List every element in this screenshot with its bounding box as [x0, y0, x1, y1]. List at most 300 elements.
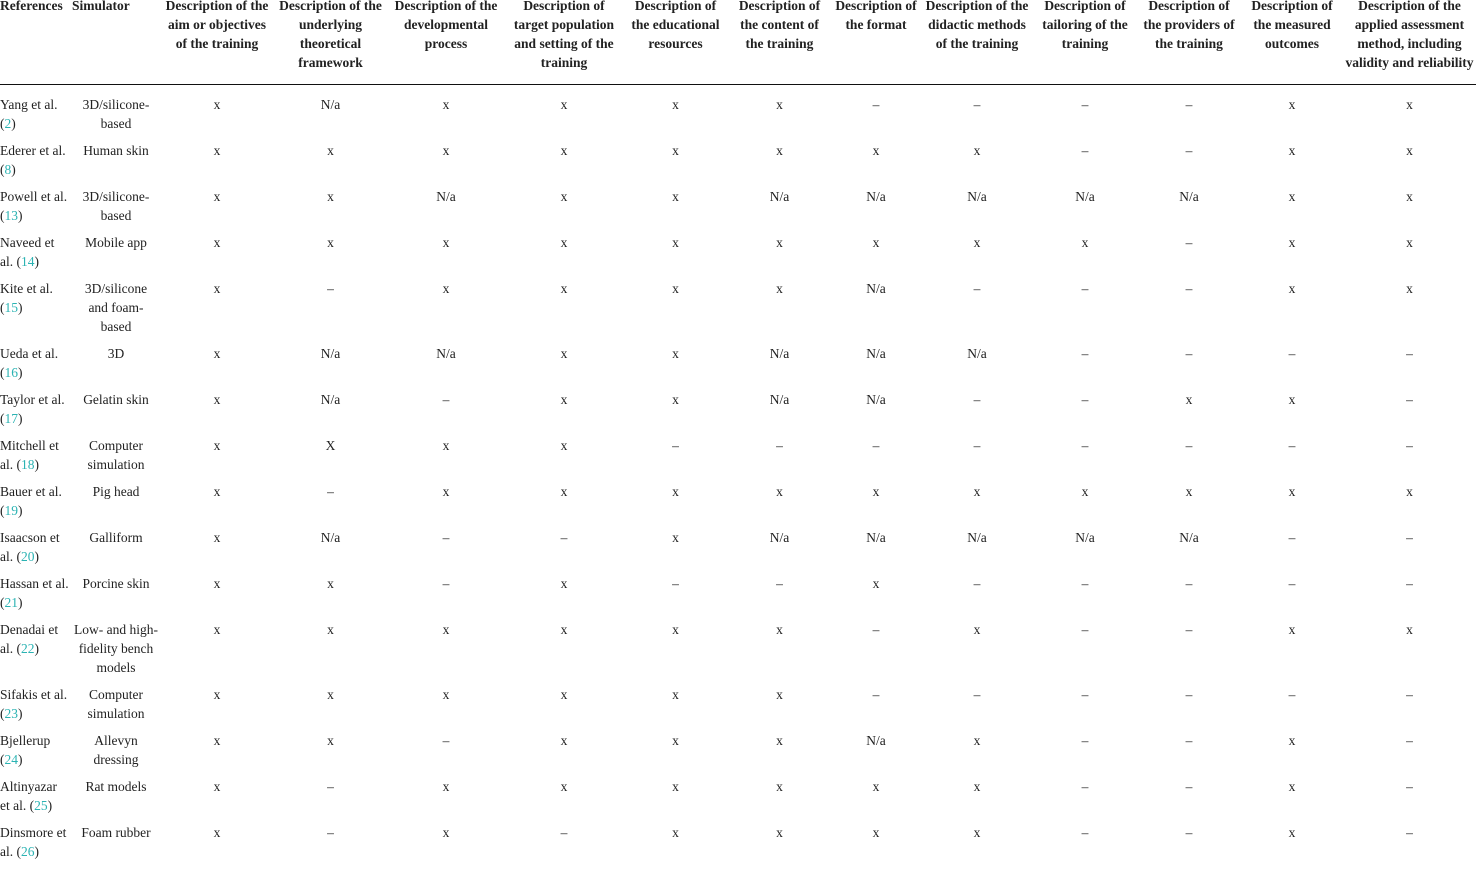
criterion-cell: x — [505, 390, 623, 436]
criterion-cell: x — [274, 574, 387, 620]
table-row — [0, 777, 1476, 823]
criterion-cell: – — [831, 436, 921, 482]
criterion-cell: – — [1343, 344, 1476, 390]
simulator-cell: Allevyn dressing — [72, 731, 160, 777]
reference-cell — [0, 233, 72, 279]
criterion-cell: x — [831, 141, 921, 187]
criterion-cell: – — [1033, 823, 1137, 869]
criterion-cell: – — [728, 574, 831, 620]
reference-close-paren: ) — [35, 457, 40, 472]
reference-open-paren: ( — [0, 208, 5, 223]
reference-authors: Altinyazar et al. — [0, 779, 57, 813]
reference-open-paren: ( — [17, 844, 22, 859]
citation-link[interactable]: 22 — [21, 641, 35, 656]
spacer-row — [0, 85, 1476, 96]
criterion-cell: x — [728, 482, 831, 528]
criterion-cell: N/a — [921, 187, 1033, 233]
reference-authors: Powell et al. — [0, 189, 67, 204]
criterion-cell: x — [1033, 233, 1137, 279]
criterion-cell: x — [921, 777, 1033, 823]
criterion-cell: x — [623, 482, 728, 528]
criterion-cell: – — [921, 574, 1033, 620]
criterion-cell: N/a — [831, 344, 921, 390]
criterion-cell: – — [728, 436, 831, 482]
criterion-cell: – — [387, 731, 505, 777]
criterion-cell: N/a — [1137, 187, 1241, 233]
criterion-cell: – — [1241, 685, 1343, 731]
simulator-cell: Computer simulation — [72, 685, 160, 731]
column-header-aim: Description of the aim or objectives of the training — [160, 0, 274, 85]
column-header-tailoring: Description of tailoring of the training — [1033, 0, 1137, 85]
simulator-cell: Pig head — [72, 482, 160, 528]
criterion-cell: – — [831, 620, 921, 685]
reference-cell — [0, 574, 72, 620]
criterion-cell: x — [831, 777, 921, 823]
simulator-cell: Rat models — [72, 777, 160, 823]
criterion-cell: x — [160, 344, 274, 390]
criterion-cell: X — [274, 436, 387, 482]
criterion-cell: – — [1343, 528, 1476, 574]
criterion-cell: x — [160, 390, 274, 436]
criterion-cell: x — [505, 574, 623, 620]
criterion-cell: – — [921, 436, 1033, 482]
criterion-cell: N/a — [831, 731, 921, 777]
criterion-cell: x — [1343, 620, 1476, 685]
citation-link[interactable]: 17 — [5, 411, 19, 426]
criterion-cell: – — [921, 685, 1033, 731]
reference-close-paren: ) — [18, 706, 23, 721]
reference-open-paren: ( — [17, 457, 22, 472]
criterion-cell: x — [1343, 482, 1476, 528]
criterion-cell: N/a — [387, 344, 505, 390]
criterion-cell: x — [728, 95, 831, 141]
criterion-cell: x — [623, 528, 728, 574]
criterion-cell: x — [505, 95, 623, 141]
criterion-cell: x — [505, 279, 623, 344]
criterion-cell: N/a — [274, 390, 387, 436]
reference-close-paren: ) — [18, 411, 23, 426]
simulator-cell: Mobile app — [72, 233, 160, 279]
citation-link[interactable]: 18 — [21, 457, 35, 472]
criterion-cell: x — [1241, 233, 1343, 279]
criterion-cell: x — [274, 620, 387, 685]
reference-authors: Hassan et al. — [0, 576, 69, 591]
reference-close-paren: ) — [11, 162, 16, 177]
reference-cell — [0, 95, 72, 141]
criterion-cell: x — [1241, 279, 1343, 344]
criterion-cell: x — [505, 141, 623, 187]
criterion-cell: x — [1241, 823, 1343, 869]
criterion-cell: x — [160, 279, 274, 344]
criterion-cell: x — [160, 574, 274, 620]
criterion-cell: x — [160, 141, 274, 187]
reference-authors: Mitchell et al. — [0, 438, 59, 472]
simulator-cell: Gelatin skin — [72, 390, 160, 436]
criterion-cell: x — [623, 279, 728, 344]
criterion-cell: x — [505, 436, 623, 482]
reference-authors: Dinsmore et al. — [0, 825, 66, 859]
reference-cell — [0, 141, 72, 187]
criterion-cell: – — [1343, 731, 1476, 777]
criterion-cell: – — [387, 528, 505, 574]
reference-authors: Ederer et al. — [0, 143, 66, 158]
reference-close-paren: ) — [18, 752, 23, 767]
criterion-cell: x — [387, 279, 505, 344]
criterion-cell: – — [1137, 777, 1241, 823]
criterion-cell: x — [505, 731, 623, 777]
reference-open-paren: ( — [0, 411, 5, 426]
criterion-cell: x — [1241, 482, 1343, 528]
criterion-cell: – — [1137, 344, 1241, 390]
criterion-cell: x — [505, 482, 623, 528]
reference-cell — [0, 823, 72, 869]
reference-open-paren: ( — [0, 752, 5, 767]
criterion-cell: x — [160, 233, 274, 279]
criterion-cell: – — [921, 95, 1033, 141]
criterion-cell: x — [505, 187, 623, 233]
criterion-cell: – — [1033, 685, 1137, 731]
criterion-cell: x — [160, 620, 274, 685]
reference-close-paren: ) — [18, 300, 23, 315]
reference-open-paren: ( — [0, 706, 5, 721]
criterion-cell: – — [1241, 528, 1343, 574]
criterion-cell: x — [1343, 141, 1476, 187]
criterion-cell: x — [160, 685, 274, 731]
criterion-cell: x — [387, 685, 505, 731]
criterion-cell: x — [1241, 95, 1343, 141]
table-row — [0, 528, 1476, 574]
criterion-cell: x — [274, 731, 387, 777]
criterion-cell: x — [728, 777, 831, 823]
criterion-cell: x — [1033, 482, 1137, 528]
citation-link[interactable]: 13 — [5, 208, 19, 223]
criterion-cell: x — [387, 823, 505, 869]
criterion-cell: x — [1343, 95, 1476, 141]
criterion-cell: x — [160, 187, 274, 233]
reference-cell — [0, 731, 72, 777]
table-row — [0, 620, 1476, 685]
criterion-cell: x — [1137, 390, 1241, 436]
table-row — [0, 685, 1476, 731]
criterion-cell: – — [831, 685, 921, 731]
criterion-cell: N/a — [921, 344, 1033, 390]
reference-cell — [0, 482, 72, 528]
criterion-cell: x — [1241, 777, 1343, 823]
simulator-cell: 3D — [72, 344, 160, 390]
reference-open-paren: ( — [0, 162, 5, 177]
criterion-cell: N/a — [921, 528, 1033, 574]
criterion-cell: x — [831, 482, 921, 528]
criterion-cell: x — [623, 823, 728, 869]
criterion-cell: N/a — [1033, 528, 1137, 574]
reference-authors: Isaacson et al. — [0, 530, 60, 564]
criterion-cell: – — [921, 279, 1033, 344]
table-row — [0, 436, 1476, 482]
criterion-cell: – — [1033, 436, 1137, 482]
reference-authors: Denadai et al. — [0, 622, 58, 656]
column-header-framework: Description of the underlying theoretical framework — [274, 0, 387, 85]
criterion-cell: x — [1241, 620, 1343, 685]
criterion-cell: – — [1343, 390, 1476, 436]
table-row — [0, 823, 1476, 869]
reference-close-paren: ) — [18, 595, 23, 610]
criterion-cell: – — [274, 823, 387, 869]
criterion-cell: x — [1343, 279, 1476, 344]
criterion-cell: x — [728, 731, 831, 777]
criterion-cell: – — [387, 574, 505, 620]
citation-link[interactable]: 15 — [5, 300, 19, 315]
reference-cell — [0, 187, 72, 233]
criterion-cell: x — [831, 823, 921, 869]
criterion-cell: x — [728, 141, 831, 187]
table-row — [0, 574, 1476, 620]
criterion-cell: N/a — [831, 187, 921, 233]
criterion-cell: N/a — [274, 95, 387, 141]
criterion-cell: – — [1033, 731, 1137, 777]
criterion-cell: – — [623, 436, 728, 482]
criterion-cell: x — [921, 233, 1033, 279]
reference-authors: Sifakis et al. — [0, 687, 67, 702]
criterion-cell: x — [274, 233, 387, 279]
citation-link[interactable]: 14 — [21, 254, 35, 269]
criterion-cell: x — [387, 233, 505, 279]
criterion-cell: x — [274, 141, 387, 187]
criterion-cell: – — [1033, 390, 1137, 436]
column-header-format: Description of the format — [831, 0, 921, 85]
reference-cell — [0, 279, 72, 344]
reference-open-paren: ( — [17, 254, 22, 269]
criterion-cell: x — [1343, 233, 1476, 279]
criterion-cell: – — [1137, 685, 1241, 731]
criterion-cell: x — [160, 95, 274, 141]
reference-open-paren: ( — [0, 595, 5, 610]
reference-authors: Yang et al. — [0, 97, 58, 112]
criterion-cell: x — [921, 731, 1033, 777]
simulator-cell: Foam rubber — [72, 823, 160, 869]
criterion-cell: x — [623, 731, 728, 777]
criterion-cell: x — [1241, 390, 1343, 436]
column-header-didactic: Description of the didactic methods of the training — [921, 0, 1033, 85]
column-header-providers: Description of the providers of the training — [1137, 0, 1241, 85]
citation-link[interactable]: 23 — [5, 706, 19, 721]
criterion-cell: x — [1241, 731, 1343, 777]
criterion-cell: – — [1241, 344, 1343, 390]
criterion-cell: – — [1241, 574, 1343, 620]
table-row — [0, 95, 1476, 141]
table-row — [0, 390, 1476, 436]
criterion-cell: x — [623, 344, 728, 390]
reference-cell — [0, 436, 72, 482]
criterion-cell: – — [505, 823, 623, 869]
criterion-cell: x — [387, 436, 505, 482]
criterion-cell: – — [1033, 141, 1137, 187]
column-header-population: Description of target population and setting of the training — [505, 0, 623, 85]
citation-link[interactable]: 19 — [5, 503, 19, 518]
column-header-outcomes: Description of the measured outcomes — [1241, 0, 1343, 85]
criterion-cell: x — [387, 95, 505, 141]
criterion-cell: x — [160, 436, 274, 482]
criterion-cell: – — [1137, 141, 1241, 187]
reference-authors: Bjellerup — [0, 733, 50, 748]
criterion-cell: – — [1137, 620, 1241, 685]
reference-close-paren: ) — [35, 254, 40, 269]
table-row — [0, 482, 1476, 528]
criterion-cell: N/a — [831, 279, 921, 344]
criterion-cell: x — [1137, 482, 1241, 528]
criterion-cell: x — [921, 482, 1033, 528]
reference-close-paren: ) — [48, 798, 53, 813]
simulator-cell: Galliform — [72, 528, 160, 574]
criterion-cell: – — [274, 482, 387, 528]
criterion-cell: – — [1137, 574, 1241, 620]
criterion-cell: x — [274, 187, 387, 233]
criterion-cell: x — [623, 685, 728, 731]
reference-open-paren: ( — [30, 798, 35, 813]
criterion-cell: x — [623, 777, 728, 823]
criterion-cell: – — [1137, 95, 1241, 141]
criterion-cell: – — [1033, 574, 1137, 620]
reference-cell — [0, 620, 72, 685]
column-header-simulator: Simulator — [72, 0, 160, 85]
citation-link[interactable]: 2 — [5, 116, 12, 131]
criterion-cell: N/a — [728, 528, 831, 574]
criterion-cell: x — [623, 390, 728, 436]
criterion-cell: – — [623, 574, 728, 620]
table-body — [0, 85, 1476, 869]
reference-cell — [0, 390, 72, 436]
simulator-cell: Porcine skin — [72, 574, 160, 620]
reference-close-paren: ) — [18, 365, 23, 380]
reference-close-paren: ) — [18, 208, 23, 223]
table-row — [0, 344, 1476, 390]
citation-link[interactable]: 8 — [5, 162, 12, 177]
criterion-cell: x — [921, 141, 1033, 187]
reference-authors: Bauer et al. — [0, 484, 62, 499]
criterion-cell: – — [921, 390, 1033, 436]
column-header-references: References — [0, 0, 72, 85]
simulator-cell: Low- and high-fidelity bench models — [72, 620, 160, 685]
citation-link[interactable]: 21 — [5, 595, 19, 610]
reference-close-paren: ) — [18, 503, 23, 518]
criterion-cell: x — [505, 344, 623, 390]
simulator-cell: 3D/silicone and foam-based — [72, 279, 160, 344]
reference-cell — [0, 777, 72, 823]
criterion-cell: N/a — [274, 528, 387, 574]
column-header-resources: Description of the educational resources — [623, 0, 728, 85]
criterion-cell: x — [160, 823, 274, 869]
citation-link[interactable]: 20 — [21, 549, 35, 564]
criterion-cell: – — [274, 279, 387, 344]
criterion-cell: – — [831, 95, 921, 141]
criterion-cell: N/a — [274, 344, 387, 390]
criterion-cell: x — [160, 777, 274, 823]
simulator-cell: Human skin — [72, 141, 160, 187]
table-row — [0, 141, 1476, 187]
criterion-cell: – — [1033, 777, 1137, 823]
criterion-cell: – — [1343, 685, 1476, 731]
criterion-cell: x — [623, 233, 728, 279]
criterion-cell: N/a — [728, 344, 831, 390]
table-row — [0, 233, 1476, 279]
criterion-cell: x — [728, 233, 831, 279]
criterion-cell: – — [1343, 574, 1476, 620]
criterion-cell: – — [1137, 823, 1241, 869]
criterion-cell: x — [387, 777, 505, 823]
criterion-cell: x — [831, 233, 921, 279]
citation-link[interactable]: 24 — [5, 752, 19, 767]
criterion-cell: x — [160, 731, 274, 777]
criterion-cell: – — [1137, 731, 1241, 777]
reference-close-paren: ) — [11, 116, 16, 131]
column-header-content: Description of the content of the training — [728, 0, 831, 85]
header-row — [0, 0, 1476, 85]
citation-link[interactable]: 16 — [5, 365, 19, 380]
criterion-cell: – — [1241, 436, 1343, 482]
table-row — [0, 731, 1476, 777]
criterion-cell: N/a — [728, 187, 831, 233]
criterion-cell: x — [505, 233, 623, 279]
criterion-cell: x — [505, 620, 623, 685]
criterion-cell: – — [1137, 436, 1241, 482]
criterion-cell: N/a — [387, 187, 505, 233]
citation-link[interactable]: 26 — [21, 844, 35, 859]
criterion-cell: x — [921, 823, 1033, 869]
criterion-cell: x — [160, 482, 274, 528]
reference-open-paren: ( — [0, 365, 5, 380]
reference-authors: Kite et al. — [0, 281, 53, 296]
criterion-cell: x — [728, 823, 831, 869]
criterion-cell: x — [1241, 187, 1343, 233]
criterion-cell: x — [728, 279, 831, 344]
reference-close-paren: ) — [35, 641, 40, 656]
criterion-cell: N/a — [831, 528, 921, 574]
criterion-cell: x — [387, 482, 505, 528]
criterion-cell: x — [505, 685, 623, 731]
criterion-cell: – — [1343, 436, 1476, 482]
criterion-cell: x — [728, 620, 831, 685]
criterion-cell: x — [831, 574, 921, 620]
simulator-cell: Computer simulation — [72, 436, 160, 482]
simulator-cell: 3D/silicone-based — [72, 95, 160, 141]
criterion-cell: x — [274, 685, 387, 731]
criterion-cell: – — [1343, 777, 1476, 823]
criterion-cell: – — [1033, 95, 1137, 141]
criterion-cell: x — [505, 777, 623, 823]
criterion-cell: – — [1033, 620, 1137, 685]
column-header-development: Description of the developmental process — [387, 0, 505, 85]
reference-cell — [0, 685, 72, 731]
citation-link[interactable]: 25 — [34, 798, 48, 813]
reference-open-paren: ( — [0, 503, 5, 518]
table-row — [0, 187, 1476, 233]
reference-cell — [0, 344, 72, 390]
criterion-cell: x — [623, 141, 728, 187]
criterion-cell: – — [1033, 279, 1137, 344]
table-row — [0, 279, 1476, 344]
reference-close-paren: ) — [35, 844, 40, 859]
reference-authors: Ueda et al. — [0, 346, 58, 361]
criterion-cell: x — [623, 620, 728, 685]
criterion-cell: N/a — [831, 390, 921, 436]
criterion-cell: x — [1343, 187, 1476, 233]
criterion-cell: x — [387, 620, 505, 685]
criterion-cell: x — [160, 528, 274, 574]
criterion-cell: – — [1137, 279, 1241, 344]
criterion-cell: x — [387, 141, 505, 187]
simulator-cell: 3D/silicone-based — [72, 187, 160, 233]
criterion-cell: N/a — [728, 390, 831, 436]
criterion-cell: x — [1241, 141, 1343, 187]
